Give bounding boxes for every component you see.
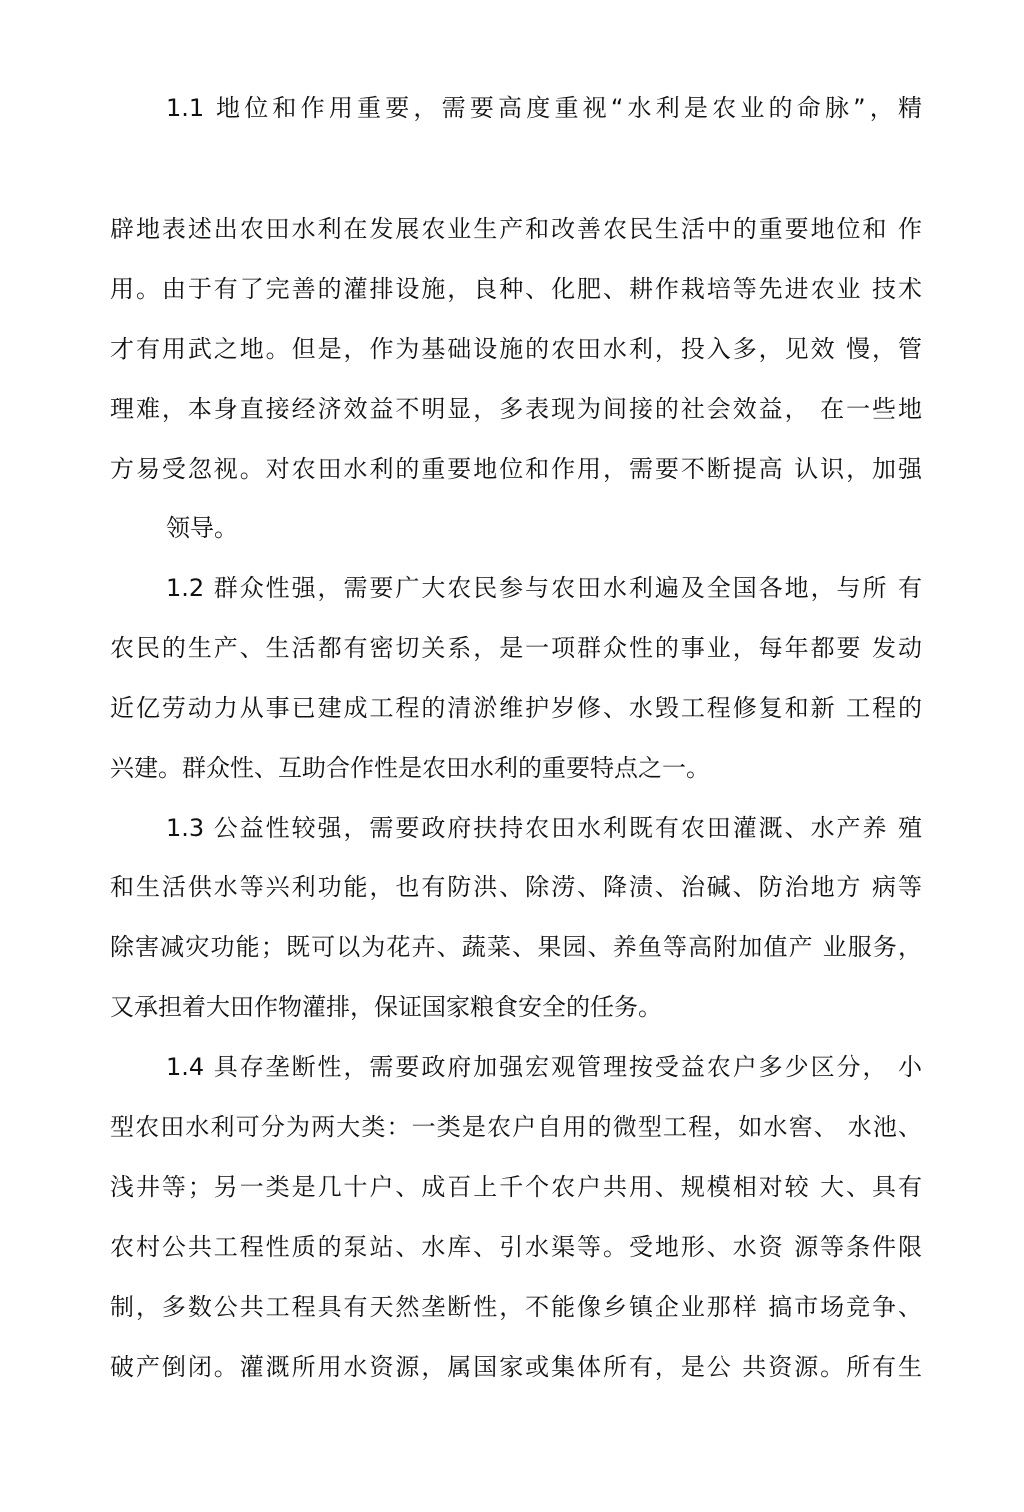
paragraph-line: 兴建。群众性、互助合作性是农田水利的重要特点之一。 (110, 754, 710, 782)
paragraph-line: 又承担着大田作物灌排，保证国家粮食安全的任务。 (110, 993, 662, 1021)
heading-1-2: 1.2 群众性强，需要广大农民参与农田水利遍及全国各地，与所 有 (166, 574, 922, 602)
paragraph-line: 才有用武之地。但是，作为基础设施的农田水利，投入多，见效 慢，管 (110, 335, 922, 363)
paragraph-line: 农民的生产、生活都有密切关系，是一项群众性的事业，每年都要 发动 (110, 634, 922, 662)
paragraph-line: 除害减灾功能；既可以为花卉、蔬菜、果园、养鱼等高附加值产 业服务， (110, 933, 922, 961)
paragraph-line: 辟地表述出农田水利在发展农业生产和改善农民生活中的重要地位和 作 (110, 215, 922, 243)
heading-1-4: 1.4 具存垄断性，需要政府加强宏观管理按受益农户多少区分， 小 (166, 1053, 922, 1081)
paragraph-line: 方易受忽视。对农田水利的重要地位和作用，需要不断提高 认识，加强 (110, 455, 922, 483)
paragraph-line: 浅井等；另一类是几十户、成百上千个农户共用、规模相对较 大、具有 (110, 1173, 922, 1201)
paragraph-line: 理难，本身直接经济效益不明显，多表现为间接的社会效益， 在一些地 (110, 395, 922, 423)
paragraph-line: 农村公共工程性质的泵站、水库、引水渠等。受地形、水资 源等条件限 (110, 1233, 922, 1261)
paragraph-line: 近亿劳动力从事已建成工程的清淤维护岁修、水毁工程修复和新 工程的 (110, 694, 922, 722)
paragraph-line: 型农田水利可分为两大类：一类是农户自用的微型工程，如水窖、 水池、 (110, 1113, 922, 1141)
heading-1-3: 1.3 公益性较强，需要政府扶持农田水利既有农田灌溉、水产养 殖 (166, 814, 922, 842)
paragraph-line: 破产倒闭。灌溉所用水资源，属国家或集体所有，是公 共资源。所有生 (110, 1353, 922, 1381)
paragraph-line: 制，多数公共工程具有天然垄断性，不能像乡镇企业那样 搞市场竞争、 (110, 1293, 922, 1321)
paragraph-line: 领导。 (166, 514, 238, 542)
heading-1-1: 1.1 地位和作用重要，需要高度重视“水利是农业的命脉”，精 (166, 94, 922, 122)
paragraph-line: 和生活供水等兴利功能，也有防洪、除涝、降渍、治碱、防治地方 病等 (110, 873, 922, 901)
paragraph-line: 用。由于有了完善的灌排设施，良种、化肥、耕作栽培等先进农业 技术 (110, 275, 922, 303)
